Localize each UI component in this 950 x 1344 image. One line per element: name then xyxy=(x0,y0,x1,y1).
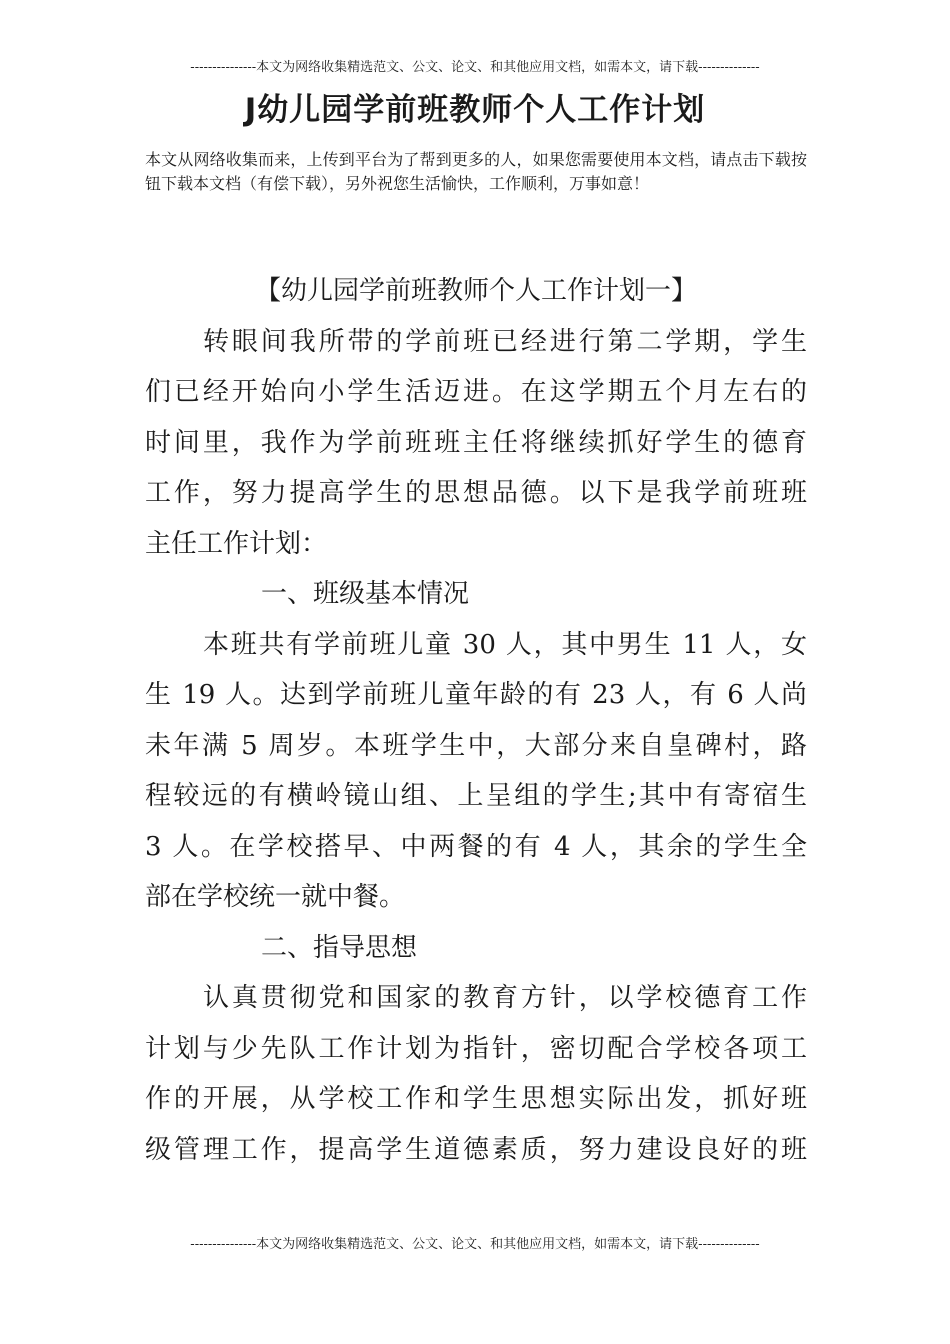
document-title: J幼儿园学前班教师个人工作计划 xyxy=(244,92,706,128)
paragraph-line: 部在学校统一就中餐。 xyxy=(145,882,406,912)
paragraph-line: 认真贯彻党和国家的教育方针，以学校德育工作 xyxy=(203,983,807,1013)
paragraph-line: 们已经开始向小学生活迈进。在这学期五个月左右的 xyxy=(145,377,807,407)
paragraph-line: 级管理工作，提高学生道德素质，努力建设良好的班 xyxy=(145,1134,807,1165)
paragraph-line: 未年满 5 周岁。本班学生中，大部分来自皇碑村，路 xyxy=(145,730,807,761)
paragraph-line: 时间里，我作为学前班班主任将继续抓好学生的德育 xyxy=(145,427,807,458)
paragraph-line: 程较远的有横岭镜山组、上呈组的学生;其中有寄宿生 xyxy=(145,781,807,811)
document-body xyxy=(145,266,807,1175)
section-title: 【幼儿园学前班教师个人工作计划一】 xyxy=(254,276,697,306)
paragraph-line: 生 19 人。达到学前班儿童年龄的有 23 人，有 6 人尚 xyxy=(145,680,807,710)
intro-paragraph: 本文从网络收集而来，上传到平台为了帮到更多的人，如果您需要使用本文档，请点击下载按钮下载本文档（有偿下载），另外祝您生活愉快，工作顺利，万事如意！ xyxy=(145,150,807,193)
paragraph-line: 主任工作计划： xyxy=(145,528,328,559)
header-banner: ---------------本文为网络收集精选范文、公文、论文、和其他应用文档，如需本文，请下载-------------- xyxy=(190,60,760,75)
section-heading: 一、班级基本情况 xyxy=(261,579,470,609)
paragraph-line: 本班共有学前班儿童 30 人，其中男生 11 人，女 xyxy=(203,629,807,660)
footer-banner: ---------------本文为网络收集精选范文、公文、论文、和其他应用文档，如需本文，请下载-------------- xyxy=(190,1237,760,1252)
paragraph-line: 3 人。在学校搭早、中两餐的有 4 人，其余的学生全 xyxy=(145,831,807,862)
paragraph-line: 作的开展，从学校工作和学生思想实际出发，抓好班 xyxy=(145,1084,807,1114)
paragraph-line: 计划与少先队工作计划为指针，密切配合学校各项工 xyxy=(145,1033,807,1064)
section-heading: 二、指导思想 xyxy=(261,932,418,963)
paragraph-line: 工作，努力提高学生的思想品德。以下是我学前班班 xyxy=(145,478,807,508)
paragraph-line: 转眼间我所带的学前班已经进行第二学期，学生 xyxy=(203,326,807,357)
